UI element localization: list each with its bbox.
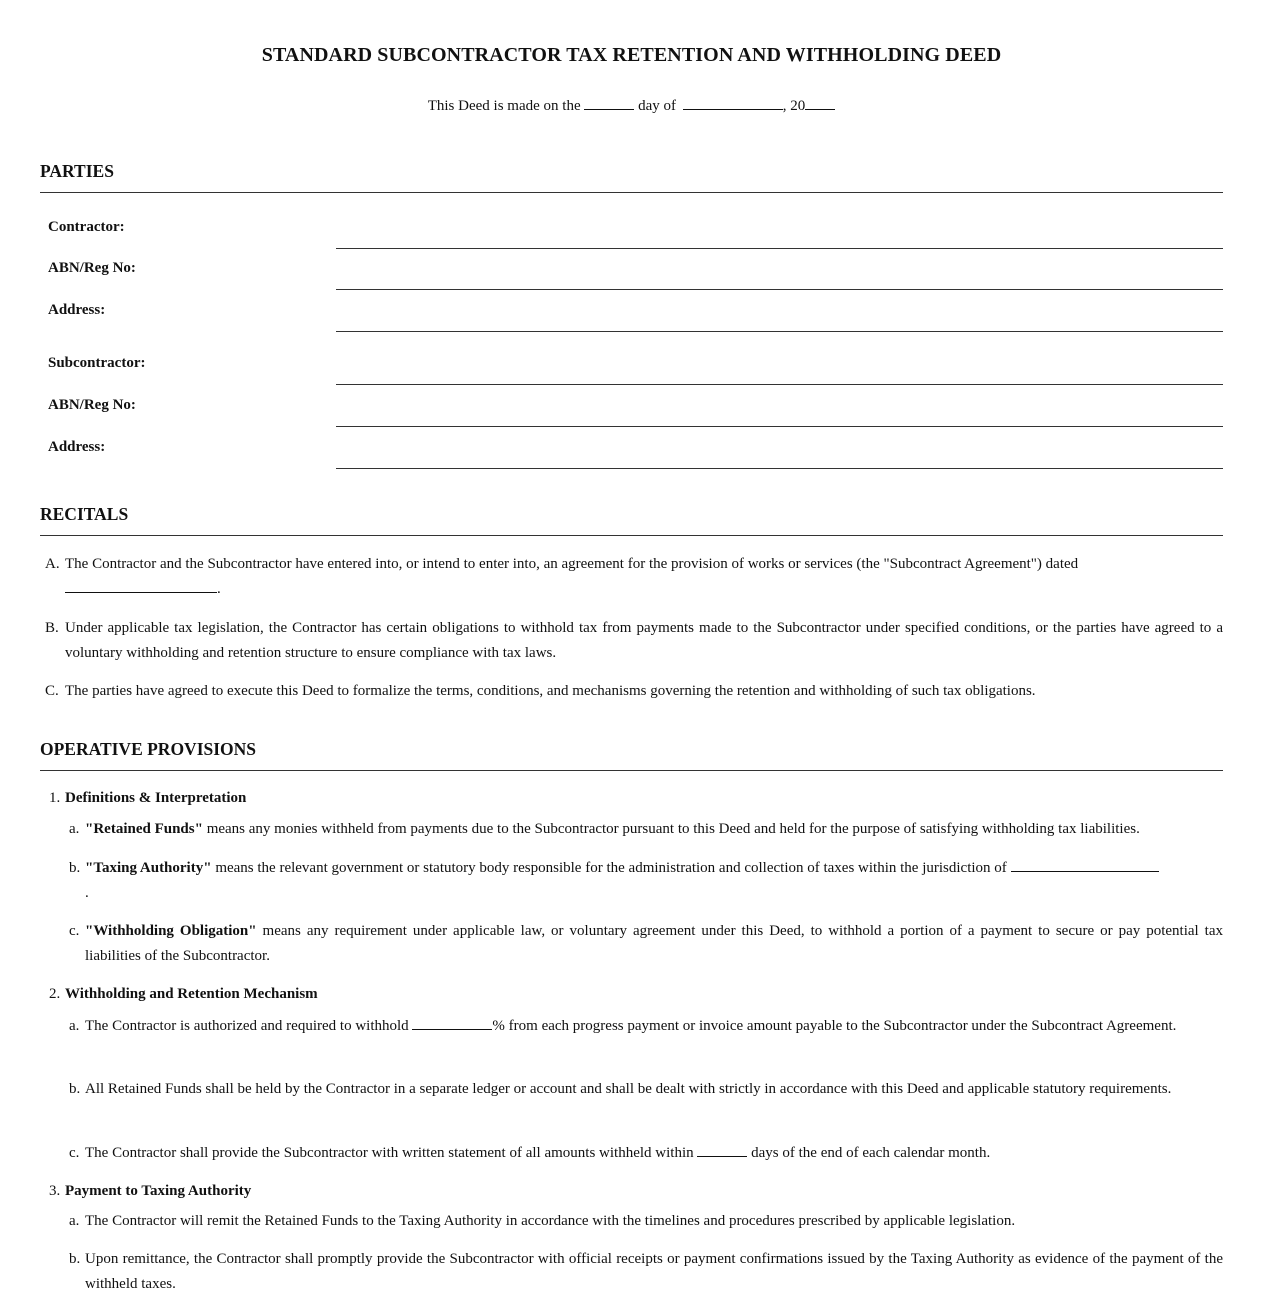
- clause-3-heading: [40, 1179, 251, 1204]
- clause-1-heading: [40, 786, 246, 811]
- recital-text: The parties have agreed to execute this Deed to formalize the terms, conditions, and mechanisms governing the retention and withholding of such tax obligations.: [65, 683, 1036, 699]
- parties-heading: PARTIES: [40, 161, 1223, 193]
- recital-tail: .: [217, 581, 221, 597]
- clause-3b: [65, 1247, 1223, 1297]
- contractor-name-line[interactable]: [336, 248, 1223, 249]
- item-tail: .: [85, 885, 89, 901]
- clause-2b: [65, 1077, 1223, 1102]
- contractor-address-line[interactable]: [336, 331, 1223, 332]
- month-blank[interactable]: [683, 94, 783, 110]
- clause-title: Definitions & Interpretation: [65, 790, 247, 806]
- clause-1a: [65, 817, 1223, 842]
- contractor-label: Contractor:: [48, 219, 125, 235]
- subcontractor-abn-line[interactable]: [336, 426, 1223, 427]
- item-marker: b.: [69, 1251, 81, 1267]
- recital-marker: C.: [45, 683, 59, 699]
- item-marker: b.: [69, 860, 81, 876]
- subcontractor-label: Subcontractor:: [48, 355, 146, 371]
- clause-3a: [65, 1209, 1223, 1234]
- jurisdiction-blank[interactable]: [1011, 856, 1159, 872]
- item-marker: a.: [69, 1018, 80, 1034]
- item-marker: a.: [69, 821, 80, 837]
- item-text: The Contractor is authorized and required to withhold: [85, 1018, 409, 1034]
- item-text-post: % from each progress payment or invoice amount payable to the Subcontractor under the Subcontract Agreement.: [492, 1018, 1177, 1034]
- agreement-date-blank[interactable]: [65, 577, 217, 593]
- contractor-address-label: Address:: [48, 302, 106, 318]
- recital-marker: B.: [45, 620, 59, 636]
- percentage-blank[interactable]: [412, 1014, 492, 1030]
- clause-2-heading: [40, 982, 318, 1007]
- clause-number: 2.: [49, 986, 61, 1002]
- contractor-abn-line[interactable]: [336, 289, 1223, 290]
- clause-2c: [65, 1141, 1223, 1166]
- year-blank[interactable]: [805, 94, 835, 110]
- item-marker: a.: [69, 1213, 80, 1229]
- defined-term: "Withholding Obligation": [85, 923, 257, 939]
- item-text: All Retained Funds shall be held by the Contractor in a separate ledger or account and shall be dealt with strictly in accordance with this Deed and applicable statutory requirements.: [85, 1081, 1172, 1097]
- recital-c: [40, 679, 1223, 704]
- clause-number: 3.: [49, 1183, 61, 1199]
- item-text: The Contractor shall provide the Subcontractor with written statement of all amounts withheld within: [85, 1145, 694, 1161]
- item-text: The Contractor will remit the Retained Funds to the Taxing Authority in accordance with the timelines and procedures prescribed by applicable legislation.: [85, 1213, 1016, 1229]
- date-line-middle: day of: [638, 98, 677, 114]
- defined-term: "Retained Funds": [85, 821, 203, 837]
- recital-text: The Contractor and the Subcontractor have entered into, or intend to enter into, an agreement for the provision of works or services (the "Subcontract Agreement") dated: [65, 556, 1079, 572]
- clause-title: Payment to Taxing Authority: [65, 1183, 252, 1199]
- date-line: [40, 94, 1223, 115]
- recital-text: Under applicable tax legislation, the Contractor has certain obligations to withhold tax from payments made to the Subcontractor under specified conditions, or the parties have agreed to a voluntary withholding and retention structure to ensure compliance with tax laws.: [65, 620, 1223, 661]
- date-line-suffix: , 20: [782, 98, 806, 114]
- subcontractor-name-line[interactable]: [336, 384, 1223, 385]
- recital-b: [40, 616, 1223, 666]
- clause-title: Withholding and Retention Mechanism: [65, 986, 318, 1002]
- item-marker: c.: [69, 1145, 80, 1161]
- item-text: means any requirement under applicable law, or voluntary agreement under this Deed, to withhold a portion of a payment to secure or pay potential tax liabilities of the Subcontractor.: [85, 923, 1223, 964]
- item-marker: c.: [69, 923, 80, 939]
- contractor-abn-label: ABN/Reg No:: [48, 260, 136, 276]
- recital-a: [40, 552, 1223, 602]
- days-blank[interactable]: [697, 1141, 747, 1157]
- item-marker: b.: [69, 1081, 81, 1097]
- defined-term: "Taxing Authority": [85, 860, 212, 876]
- document-title: STANDARD SUBCONTRACTOR TAX RETENTION AND WITHHOLDING DEED: [261, 44, 1002, 66]
- date-line-prefix: This Deed is made on the: [427, 98, 581, 114]
- operative-heading: OPERATIVE PROVISIONS: [40, 739, 1223, 771]
- subcontractor-address-line[interactable]: [336, 468, 1223, 469]
- subcontractor-abn-label: ABN/Reg No:: [48, 397, 136, 413]
- clause-number: 1.: [49, 790, 61, 806]
- subcontractor-address-label: Address:: [48, 439, 106, 455]
- item-text: means any monies withheld from payments due to the Subcontractor pursuant to this Deed and held for the purpose of satisfying withholding tax liabilities.: [202, 821, 1140, 837]
- clause-1b: [65, 856, 1223, 906]
- clause-1c: [65, 919, 1223, 969]
- clause-2a: [65, 1014, 1223, 1039]
- day-blank[interactable]: [584, 94, 634, 110]
- recitals-heading: RECITALS: [40, 504, 1223, 536]
- item-text-post: days of the end of each calendar month.: [747, 1145, 991, 1161]
- item-text: means the relevant government or statutory body responsible for the administration and collection of taxes within the jurisdiction of: [211, 860, 1007, 876]
- item-text: Upon remittance, the Contractor shall promptly provide the Subcontractor with official receipts or payment confirmations issued by the Taxing Authority as evidence of the payment of the withheld taxes.: [85, 1251, 1223, 1292]
- recital-marker: A.: [45, 556, 60, 572]
